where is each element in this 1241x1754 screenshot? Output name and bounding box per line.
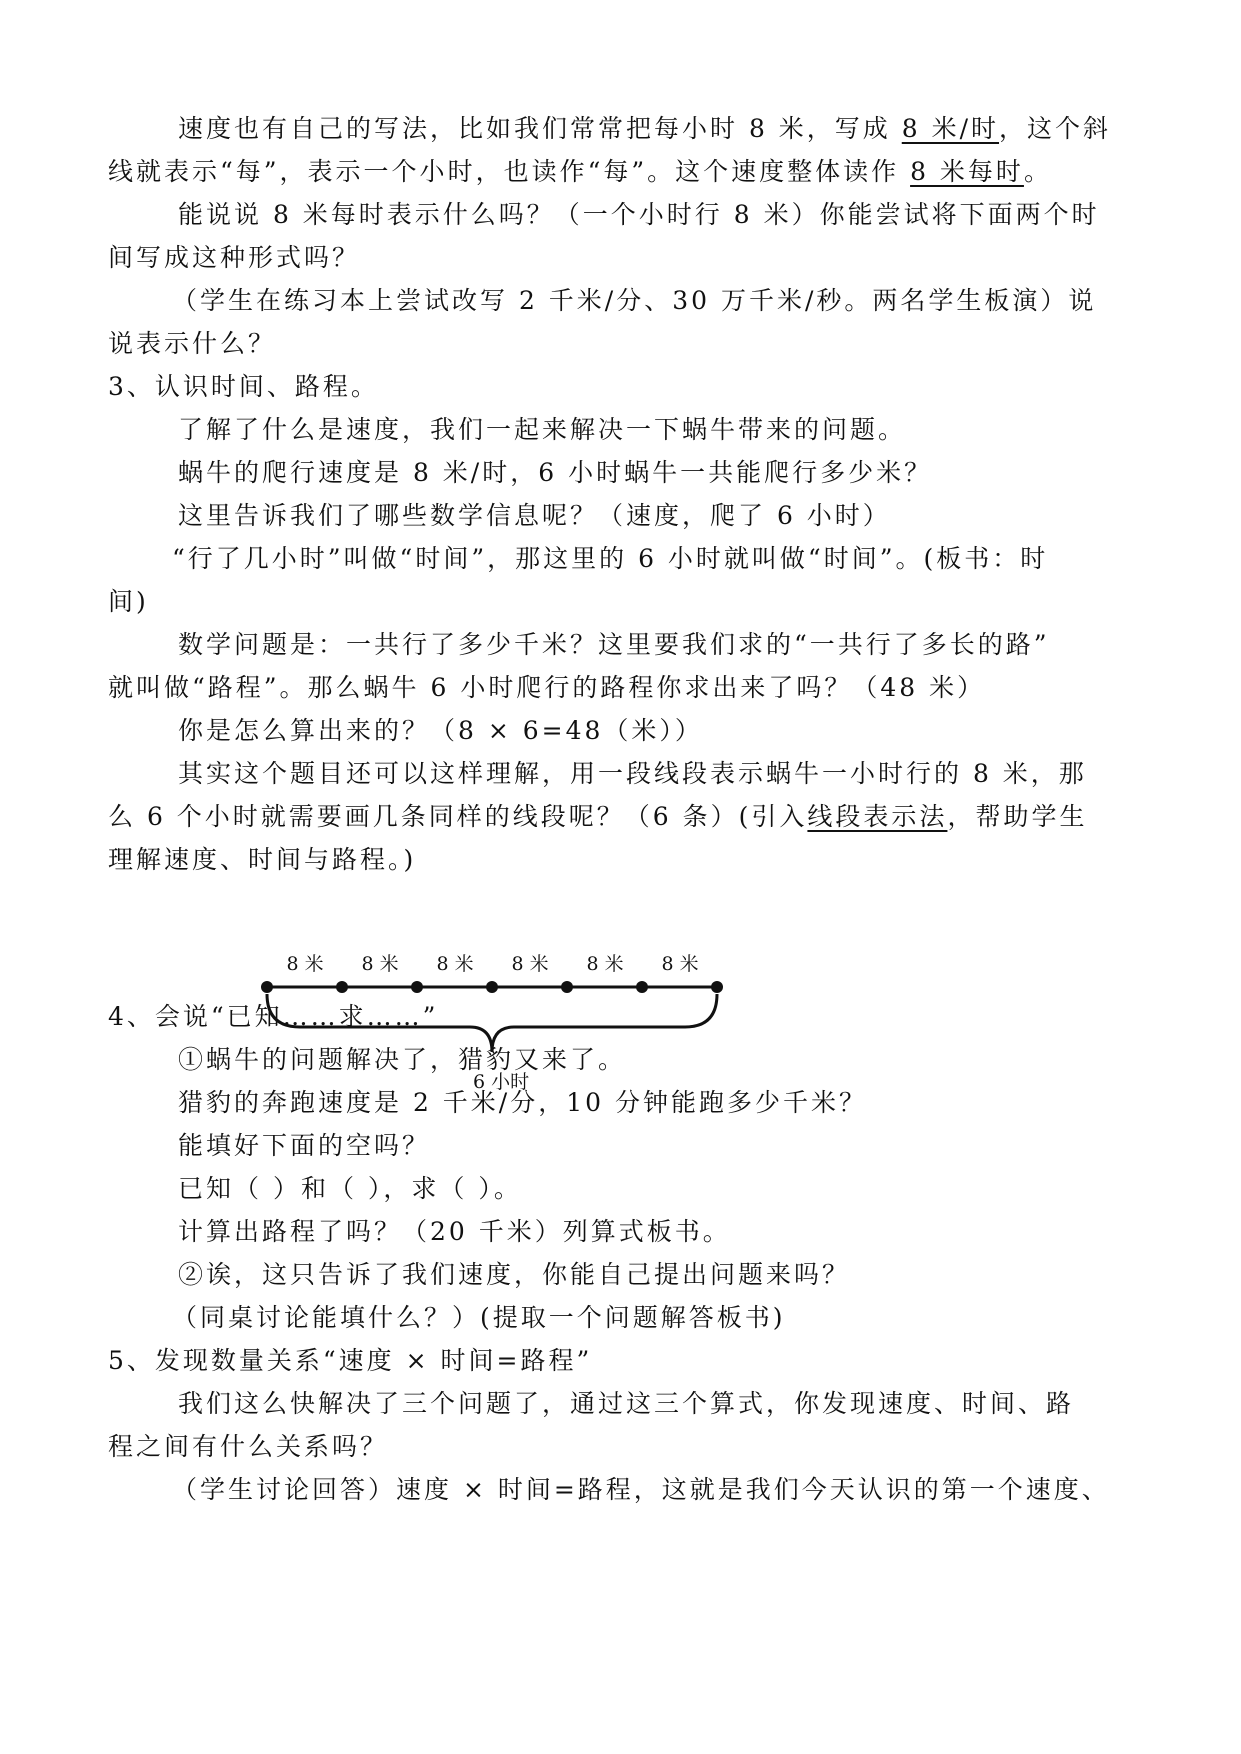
text-line <box>178 1387 1074 1421</box>
text-line <box>178 1258 850 1292</box>
text-line <box>178 499 891 533</box>
text-line <box>178 198 1100 232</box>
segment-label: 8 米 <box>436 953 474 975</box>
text-line <box>108 327 276 361</box>
text-run: 能填好下面的空吗？ <box>178 1131 431 1160</box>
text-run: 。 <box>1023 157 1052 186</box>
text-line <box>178 1172 522 1206</box>
text-run: 说表示什么？ <box>108 329 277 358</box>
underlined-term: 8 米每时 <box>910 157 1024 186</box>
text-line <box>178 112 1111 146</box>
text-line <box>108 1430 388 1464</box>
segment-point <box>261 981 273 993</box>
text-run: 猎豹的奔跑速度是 2 千米/分，10 分钟能跑多少千米？ <box>178 1088 867 1117</box>
text-run: 理解速度、时间与路程。) <box>108 845 417 874</box>
text-run: 线就表示“每”，表示一个小时，也读作“每”。这个速度整体读作 <box>108 157 911 186</box>
text-run: ②诶，这只告诉了我们速度，你能自己提出问题来吗？ <box>178 1260 851 1289</box>
text-run: 间写成这种形式吗？ <box>108 243 361 272</box>
text-run: 我们这么快解决了三个问题了，通过这三个算式，你发现速度、时间、路 <box>178 1389 1075 1418</box>
text-run: 程之间有什么关系吗？ <box>108 1432 389 1461</box>
segment-point <box>336 981 348 993</box>
text-run: 速度也有自己的写法，比如我们常常把每小时 8 米，写成 <box>178 114 902 143</box>
text-run: ，这个斜 <box>999 114 1112 143</box>
text-run: 5、发现数量关系“速度 × 时间=路程” <box>108 1346 593 1375</box>
text-run: （同桌讨论能填什么？）(提取一个问题解答板书) <box>172 1303 786 1332</box>
text-run: “行了几小时”叫做“时间”，那这里的 6 小时就叫做“时间”。(板书：时 <box>172 544 1049 573</box>
segment-point <box>711 981 723 993</box>
segment-point <box>636 981 648 993</box>
text-line <box>178 628 1050 662</box>
segment-label: 8 米 <box>361 953 399 975</box>
segment-label: 8 米 <box>286 953 324 975</box>
text-run: 了解了什么是速度，我们一起来解决一下蜗牛带来的问题。 <box>178 415 907 444</box>
text-run: 就叫做“路程”。那么蜗牛 6 小时爬行的路程你求出来了吗？（48 米） <box>108 673 986 702</box>
text-run: 能说说 8 米每时表示什么吗？（一个小时行 8 米）你能尝试将下面两个时 <box>178 200 1100 229</box>
text-run: 么 6 个小时就需要画几条同样的线段呢？（6 条）(引入 <box>108 802 808 831</box>
text-line <box>108 585 149 619</box>
text-line <box>178 757 1087 791</box>
text-run: （学生在练习本上尝试改写 2 千米/分、30 万千米/秒。两名学生板演）说 <box>172 286 1097 315</box>
text-run: （学生讨论回答）速度 × 时间=路程，这就是我们今天认识的第一个速度、 <box>172 1475 1110 1504</box>
text-line <box>108 671 985 705</box>
text-run: 你是怎么算出来的？（8 × 6=48（米）） <box>178 716 703 745</box>
underlined-term: 8 米/时 <box>901 114 1000 143</box>
underlined-term: 线段表示法 <box>807 802 948 831</box>
text-line <box>172 1301 786 1335</box>
segment-point <box>486 981 498 993</box>
text-run: ，帮助学生 <box>947 802 1088 831</box>
text-line <box>178 1215 731 1249</box>
text-line <box>178 456 932 490</box>
segment-point <box>561 981 573 993</box>
text-line <box>178 1129 430 1163</box>
segment-point <box>411 981 423 993</box>
text-run: 间) <box>108 587 149 616</box>
text-run: 数学问题是：一共行了多少千米？这里要我们求的“一共行了多长的路” <box>178 630 1050 659</box>
segment-label: 8 米 <box>511 953 549 975</box>
text-line <box>108 241 360 275</box>
text-run: 这里告诉我们了哪些数学信息呢？（速度，爬了 6 小时） <box>178 501 891 530</box>
text-line <box>172 542 1048 576</box>
text-run: 4、会说“已知……求……” <box>108 1002 439 1031</box>
text-run: 其实这个题目还可以这样理解，用一段线段表示蜗牛一小时行的 8 米，那 <box>178 759 1087 788</box>
text-line <box>108 370 379 404</box>
text-line <box>108 800 1087 834</box>
text-run: 已知（ ）和（ ），求（ ）。 <box>178 1174 522 1203</box>
text-line <box>108 1344 592 1378</box>
segment-label: 8 米 <box>586 953 624 975</box>
text-line <box>178 714 703 748</box>
text-run: 计算出路程了吗？（20 千米）列算式板书。 <box>178 1217 731 1246</box>
text-run: 蜗牛的爬行速度是 8 米/时，6 小时蜗牛一共能爬行多少米？ <box>178 458 933 487</box>
text-line <box>108 843 416 877</box>
text-run: 3、认识时间、路程。 <box>108 372 379 401</box>
brace <box>267 994 717 1052</box>
text-line <box>172 1473 1110 1507</box>
text-line <box>172 284 1096 318</box>
text-line <box>178 413 906 447</box>
line-segment-diagram <box>255 952 735 1092</box>
text-run: ①蜗牛的问题解决了，猎豹又来了。 <box>178 1045 627 1074</box>
segment-label: 8 米 <box>661 953 699 975</box>
brace-label: 6 小时 <box>473 1071 530 1092</box>
text-line <box>108 155 1052 189</box>
